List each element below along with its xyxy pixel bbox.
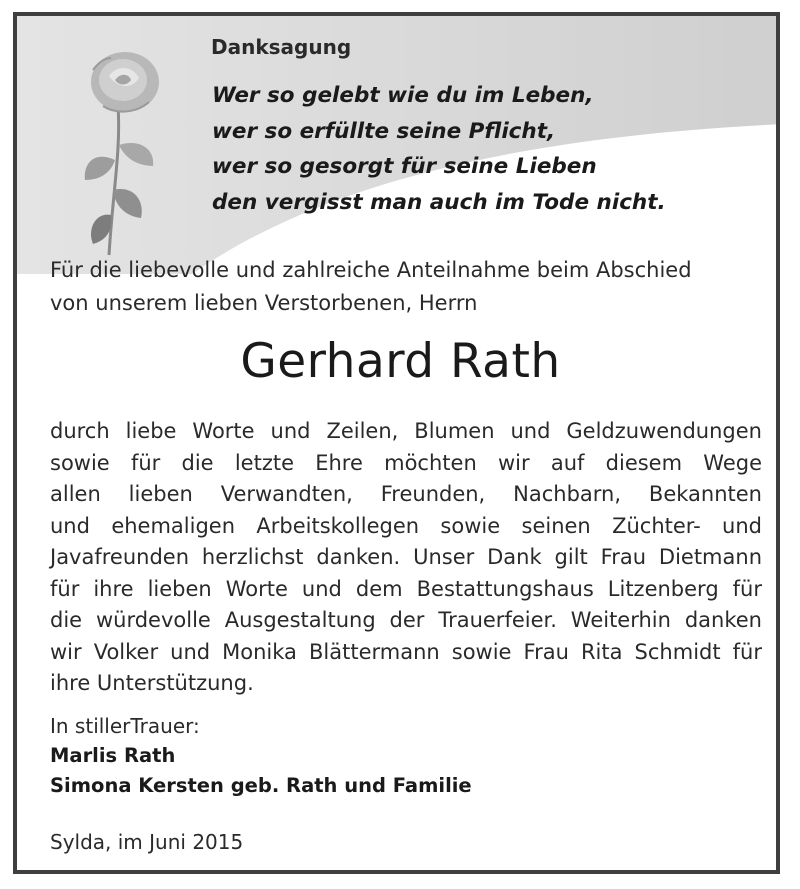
deceased-name: Gerhard Rath	[240, 334, 561, 389]
body-line: allen lieben Verwandten, Freunden, Nachbarn, Bekannten	[50, 482, 762, 506]
body-line: für ihre lieben Worte und dem Bestattungshaus Litzenberg für	[50, 576, 762, 601]
intro-text	[50, 254, 760, 320]
body-line: die würdevolle Ausgestaltung der Trauerfeier. Weiterhin danken	[50, 608, 762, 632]
body-line: ihre Unterstützung.	[50, 671, 254, 695]
poem-line: Wer so gelebt wie du im Leben,	[212, 83, 594, 108]
body-line: durch liebe Worte und Zeilen, Blumen und Geldzuwendungen	[50, 419, 762, 443]
poem-line: wer so erfüllte seine Pflicht,	[212, 118, 556, 144]
intro-line: von unserem lieben Verstorbenen, Herrn	[50, 291, 478, 315]
body-line: sowie für die letzte Ehre möchten wir auf diesem Wege	[50, 450, 762, 475]
obituary-notice	[13, 12, 780, 874]
poem-line: wer so gesorgt für seine Lieben	[212, 154, 597, 179]
thanks-body	[50, 416, 762, 700]
rose-icon	[63, 40, 173, 270]
signatory: Simona Kersten geb. Rath und Familie	[50, 774, 472, 797]
intro-line: Für die liebevolle und zahlreiche Anteilnahme beim Abschied	[50, 258, 692, 282]
body-line: und ehemaligen Arbeitskollegen sowie seinen Züchter- und	[50, 513, 762, 538]
poem-line: den vergisst man auch im Tode nicht.	[212, 189, 666, 215]
body-line: Javafreunden herzlichst danken. Unser Dank gilt Frau Dietmann	[50, 545, 762, 569]
memorial-poem	[212, 78, 666, 220]
place-date: Sylda, im Juni 2015	[50, 830, 244, 854]
body-line: wir Volker und Monika Blättermann sowie Frau Rita Schmidt für	[50, 639, 762, 664]
notice-heading: Danksagung	[211, 35, 352, 59]
closing-label: In stillerTrauer:	[50, 714, 200, 738]
signatory: Marlis Rath	[50, 744, 176, 767]
closing-block	[50, 711, 472, 801]
